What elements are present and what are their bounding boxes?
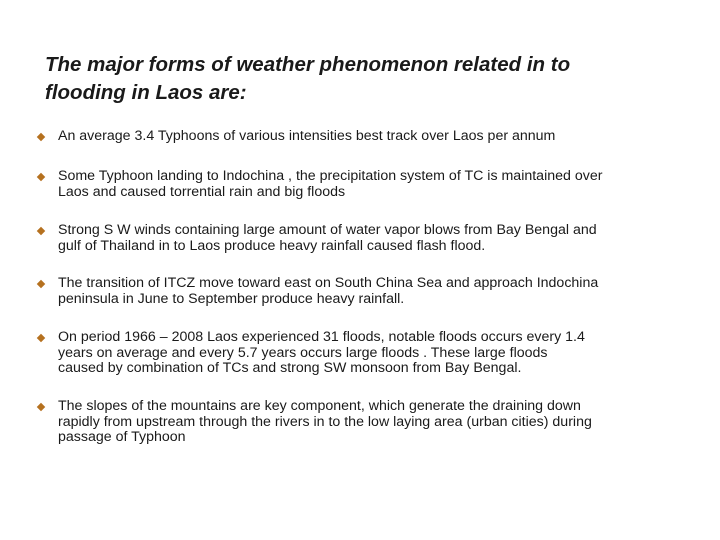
bullet-text: Some Typhoon landing to Indochina , the precipitation system of TC is maintained over Laos and caused torrential rain and big floods <box>58 168 603 200</box>
diamond-bullet-icon <box>37 133 45 141</box>
bullet-text: The slopes of the mountains are key component, which generate the draining down rapidly from upstream through the rivers in to the low laying area (urban cities) during passage of Typhoon <box>58 398 592 445</box>
diamond-bullet-icon <box>37 227 45 235</box>
bullet-text: Strong S W winds containing large amount of water vapor blows from Bay Bengal and gulf of Thailand in to Laos produce heavy rainfall caused flash flood. <box>58 222 597 254</box>
diamond-bullet-icon <box>37 403 45 411</box>
bullet-text: The transition of ITCZ move toward east on South China Sea and approach Indochina peninsula in June to September produce heavy rainfall. <box>58 275 599 307</box>
diamond-bullet-icon <box>37 173 45 181</box>
diamond-bullet-icon <box>37 334 45 342</box>
bullet-text: On period 1966 – 2008 Laos experienced 31 floods, notable floods occurs every 1.4 years on average and every 5.7 years occurs large floods . These large floods caused by combination of TCs and strong SW monsoon from Bay Bengal. <box>58 329 585 376</box>
diamond-bullet-icon <box>37 280 45 288</box>
slide-title: The major forms of weather phenomenon related in to flooding in Laos are: <box>45 53 571 104</box>
bullet-text: An average 3.4 Typhoons of various intensities best track over Laos per annum <box>58 128 556 144</box>
